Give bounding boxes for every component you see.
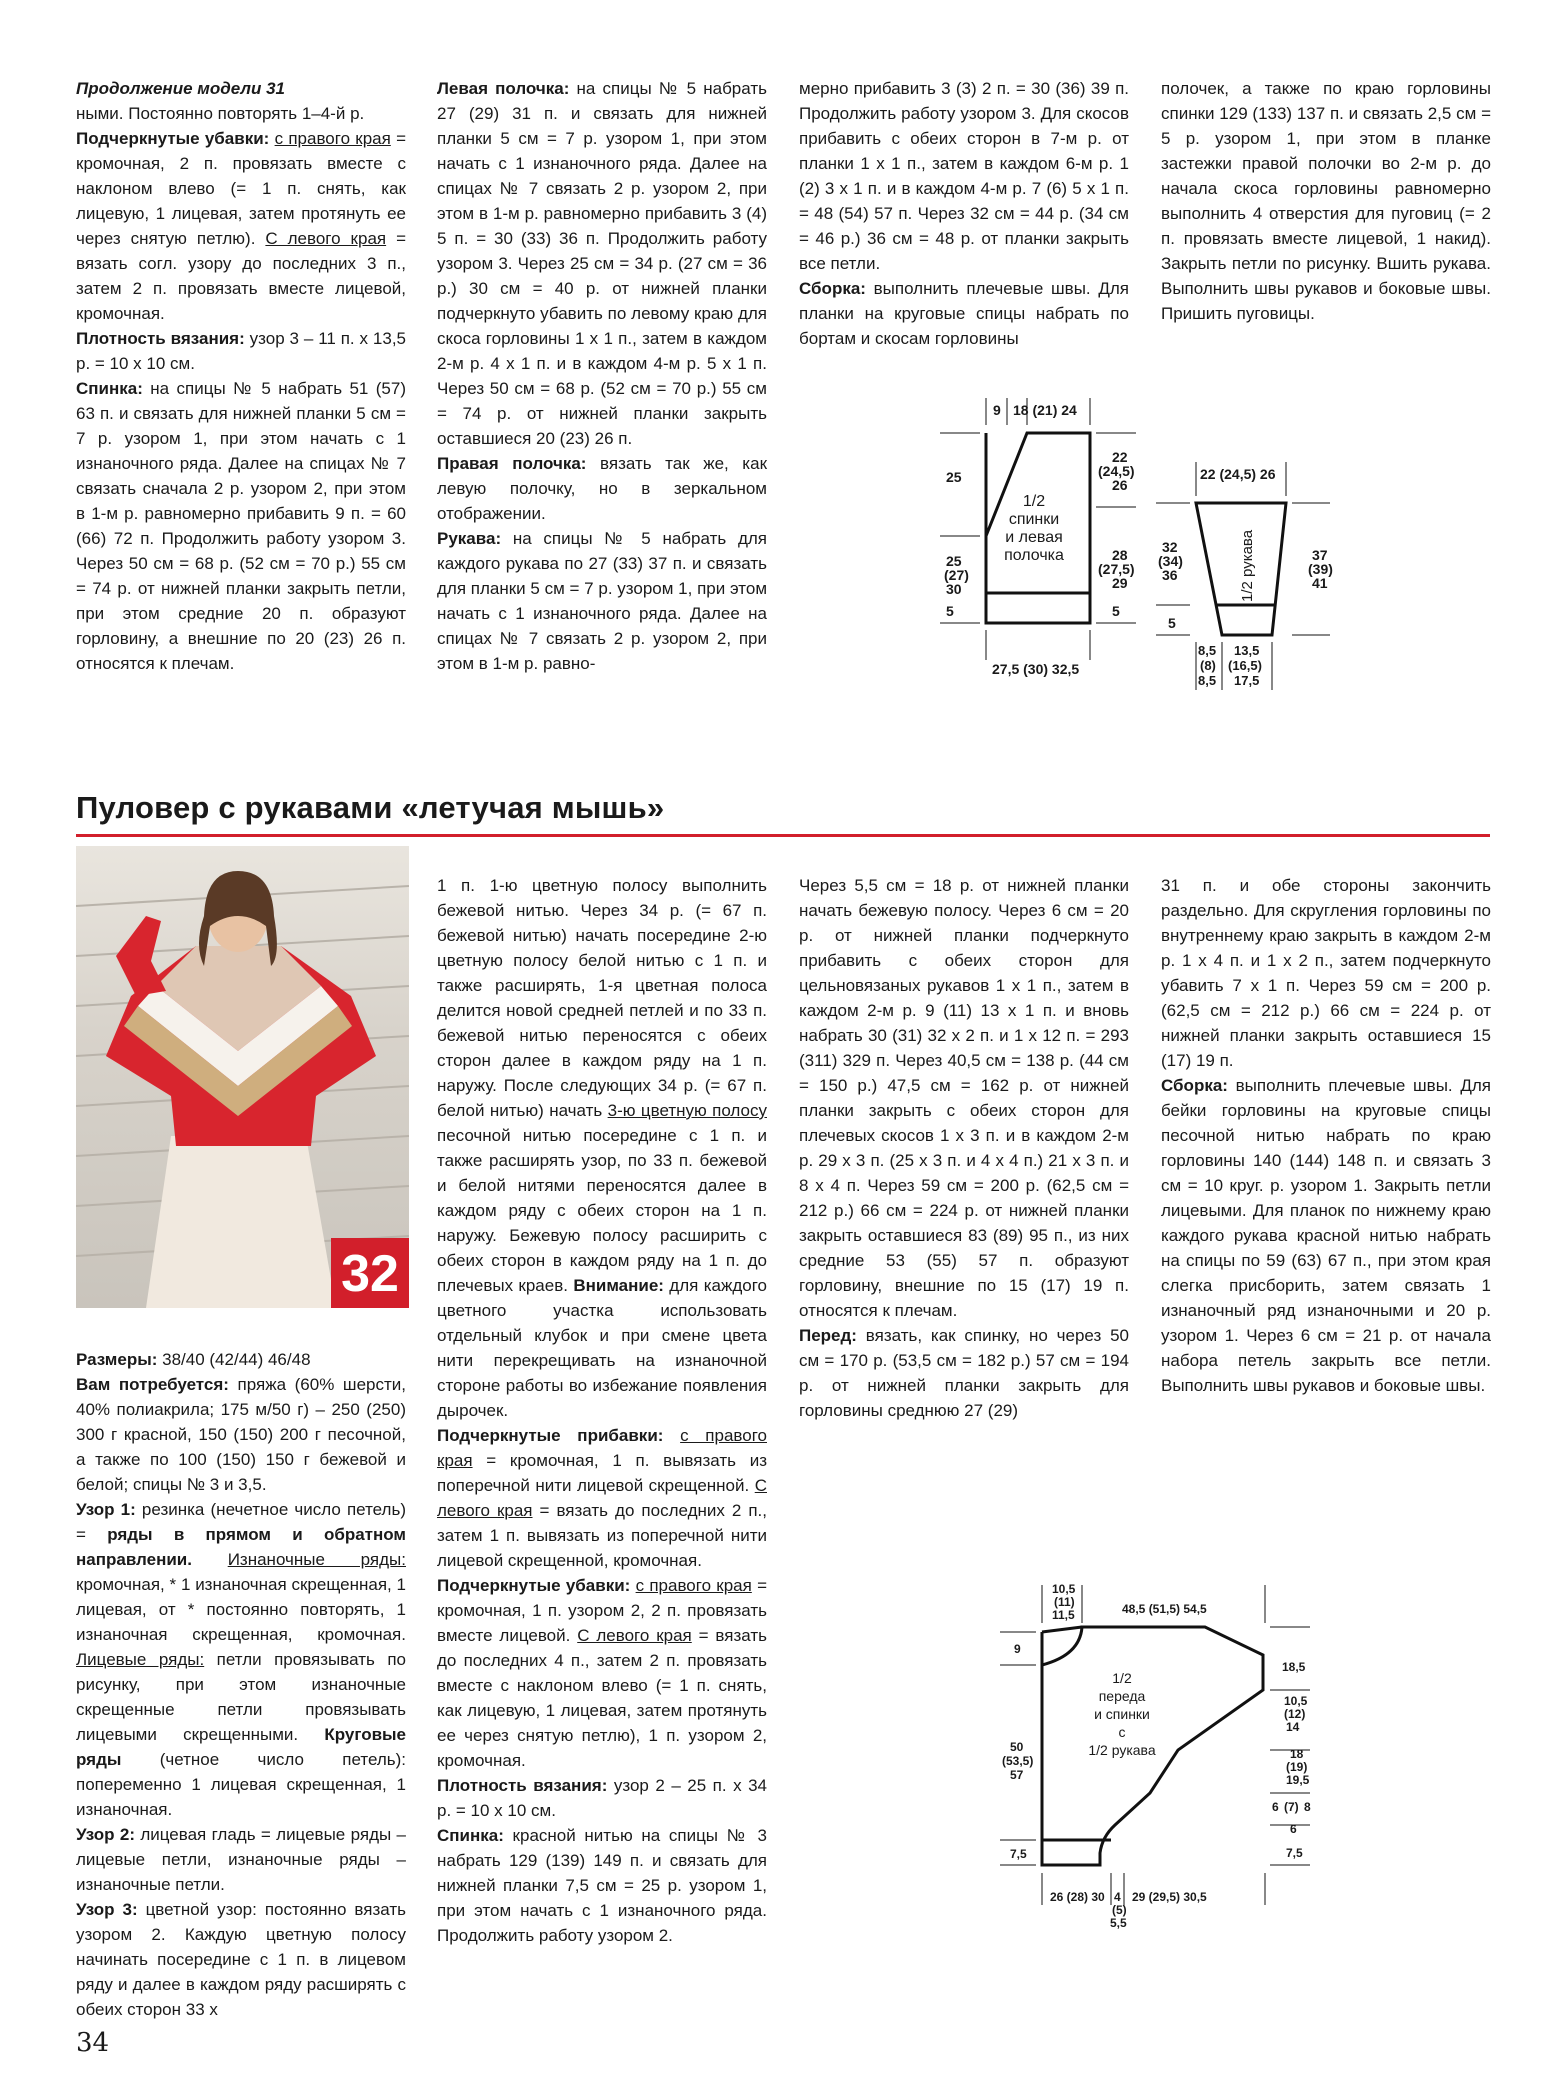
dim-label: (8) bbox=[1200, 658, 1216, 673]
schematic-diagram-pullover bbox=[1000, 1575, 1340, 1955]
dim-label: 9 bbox=[993, 402, 1001, 418]
paragraph: ными. Постоянно повторять 1–4-й р. bbox=[76, 104, 365, 123]
paragraph: Рукава: на спицы № 5 набрать для каждого рукава по 27 (33) 37 п. и связать для планки 5 см = 7 р. узором 1, при этом начать с 1 изнаночного ряда. Далее на спицах № 7 связать 2 р. узором 2, при этом в 1-м р. равно- bbox=[437, 529, 767, 673]
dim-label: 17,5 bbox=[1234, 673, 1260, 688]
dim-label: (5) bbox=[1112, 1903, 1127, 1917]
dim-label: 28 bbox=[1112, 547, 1128, 563]
dim-label: 5 bbox=[1112, 603, 1120, 619]
piece-label: и левая bbox=[1005, 529, 1063, 546]
dim-label: 32 bbox=[1162, 539, 1178, 555]
paragraph: Подчеркнутые прибавки: с правого края = кромочная, 1 п. вывязать из поперечной нити лицевой скрещенной. С левого края = вязать до последних 2 п., затем 1 п. вывязать из поперечной нити лицевой скрещенной, кромочная. bbox=[437, 1426, 767, 1570]
paragraph: Правая полочка: вязать так же, как левую полочку, но в зеркальном отображении. bbox=[437, 454, 768, 523]
dim-label: (11) bbox=[1054, 1595, 1075, 1609]
dim-label: 19,5 bbox=[1286, 1773, 1310, 1787]
paragraph: 31 п. и обе стороны закончить раздельно. Для скругления горловины по внутреннему краю закрыть в каждом 2-м р. 1 х 4 п. и 1 х 2 п., затем подчеркнуто убавить 7 х 1 п. Через 59 см = 200 р. (62,5 см = 212 р.) 66 см = 224 р. от нижней планки закрыть оставшиеся 15 (17) 19 п. bbox=[1161, 876, 1491, 1070]
dim-label: (34) bbox=[1158, 553, 1183, 569]
text-column-top-1 bbox=[76, 76, 406, 676]
dim-label: 9 bbox=[1014, 1642, 1021, 1656]
paragraph: Спинка: на спицы № 5 набрать 51 (57) 63 п. и связать для нижней планки 5 см = 7 р. узором 1, при этом начать с 1 изнаночного ряда. Далее на спицах № 7 связать сначала 2 р. узором 2, при этом в 1-м р. равномерно прибавить 9 п. = 60 (66) 72 п. Продолжить работу узором 3. Через 50 см = 68 р. (52 см = 70 р.) 55 см = 74 р. от нижней планки закрыть петли, при этом средние 20 п. образуют горловину, а внешние по 20 (23) 26 п. относятся к плечам. bbox=[76, 379, 406, 673]
dim-label: 18 bbox=[1290, 1747, 1304, 1761]
dim-label: 18 (21) 24 bbox=[1013, 402, 1077, 418]
paragraph: Через 5,5 см = 18 р. от нижней планки начать бежевую полосу. Через 6 см = 20 р. от нижней планки подчеркнуто прибавить с обеих сторон для цельновязаных рукавов 1 х 1 п., затем в каждом 2-м р. 9 (11) 13 х 1 п. и вновь набрать 30 (31) 32 х 2 п. и 1 х 12 п. = 293 (311) 329 п. Через 40,5 см = 138 р. (44 см = 150 р.) 47,5 см = 162 р. от нижней планки закрыть с обеих сторон для плечевых скосов 1 х 3 п. и в каждом 2-м р. 29 х 3 п. (25 х 3 п. и 4 х 4 п.) 21 х 3 п. и 8 х 4 п. Через 59 см = 200 р. (62,5 см = 212 р.) 66 см = 224 р. от нижней планки закрыть оставшиеся 83 (89) 95 п., из них средние 53 (55) 57 п. образуют горловину, внешние по 15 (17) 19 п. относятся к плечам. bbox=[799, 876, 1129, 1320]
dim-label: 7,5 bbox=[1010, 1847, 1027, 1861]
dim-label: (12) bbox=[1284, 1707, 1306, 1721]
paragraph: мерно прибавить 3 (3) 2 п. = 30 (36) 39 п. Продолжить работу узором 3. Для скосов прибавить с обеих сторон в 7-м р. от планки 1 х 1 п., затем в каждом 6-м р. 1 (2) 3 х 1 п. и в каждом 4-м р. 7 (6) 5 х 1 п. = 48 (54) 57 п. Через 32 см = 44 р. (34 см = 46 р.) 36 см = 48 р. от планки закрыть все петли. bbox=[799, 79, 1129, 273]
dim-label: 10,5 bbox=[1284, 1694, 1308, 1708]
piece-label: 1/2 bbox=[1022, 493, 1046, 510]
paragraph: полочек, а также по краю горловины спинки 129 (133) 137 п. и связать 2,5 см = 5 р. узором 1, при этом в планке застежки правой полочки во 2-м р. до начала скоса горловины равномерно выполнить 4 отверстия для пуговиц (= 2 п. провязать вместе лицевой, 1 накид). Закрыть петли по рисунку. Вшить рукава. Выполнить швы рукавов и боковые швы. Пришить пуговицы. bbox=[1161, 79, 1491, 323]
dim-label: (53,5) bbox=[1002, 1754, 1034, 1768]
dim-label: 36 bbox=[1162, 567, 1178, 583]
dim-label: 18,5 bbox=[1282, 1660, 1306, 1674]
model-number-badge: 32 bbox=[331, 1238, 409, 1308]
dim-label: 8,5 bbox=[1198, 673, 1217, 688]
dim-label: 25 bbox=[946, 553, 962, 569]
dim-label: 5,5 bbox=[1110, 1916, 1127, 1930]
paragraph: 1 п. 1-ю цветную полосу выполнить бежевой нитью. Через 34 р. (= 67 п. бежевой нитью) начать посередине 2-ю цветную полосу белой нитью с 1 п. и также расширять, 1-я цветная полоса делится новой средней петлей и по 33 п. бежевой нитью переносятся с обеих сторон далее в каждом ряду на 1 п. наружу. После следующих 34 р. (= 67 п. белой нитью) начать 3-ю цветную полосу песочной нитью посередине с 1 п. и также расширять узор, по 33 п. бежевой и белой нитями переносятся далее в каждом ряду с обеих сторон на 1 п. наружу. Бежевую полосу расширить с обеих сторон в каждом ряду на 1 п. до плечевых краев. Внимание: для каждого цветного участка использовать отдельный клубок и при смене цвета нити перекрещивать на изнаночной стороне работы во избежание появления дырочек. bbox=[437, 876, 767, 1420]
dim-label: (7) bbox=[1284, 1800, 1299, 1814]
paragraph: Левая полочка: на спицы № 5 набрать 27 (29) 31 п. и связать для нижней планки 5 см = 7 р. узором 1, при этом начать с 1 изнаночного ряда. Далее на спицах № 7 связать 2 р. узором 2, при этом в 1-м р. равномерно прибавить 3 (4) 5 п. = 30 (33) 36 п. Продолжить работу узором 3. Через 25 см = 34 р. (27 см = 36 р.) 30 см = 40 р. от нижней планки подчеркнуто убавить по левому краю для скоса горловины 1 х 1 п., затем в каждом 2-м р. 4 х 1 п. и в каждом 4-м р. 5 х 1 п. Через 50 см = 68 р. (52 см = 70 р.) 55 см = 74 р. от нижней планки закрыть оставшиеся 20 (23) 26 п. bbox=[437, 79, 767, 448]
text-column-bottom-4 bbox=[1161, 873, 1491, 1398]
dim-label: 8 bbox=[1304, 1800, 1311, 1814]
paragraph: Подчеркнутые убавки: с правого края = кромочная, 2 п. провязать вместе с наклоном влево (= 1 п. снять, как лицевую, 1 лицевая, затем протянуть ее через снятую петлю). С левого края = вязать согл. узору до последних 3 п., затем 2 п. провязать вместе лицевой, кромочная. bbox=[76, 129, 406, 323]
dim-label: 29 bbox=[1112, 575, 1128, 591]
dim-label: (16,5) bbox=[1228, 658, 1262, 673]
paragraph: Сборка: выполнить плечевые швы. Для планки на круговые спицы набрать по бортам и скосам горловины bbox=[799, 279, 1129, 348]
dim-label: 22 (24,5) 26 bbox=[1200, 466, 1276, 482]
text-column-bottom-3 bbox=[799, 873, 1129, 1423]
dim-label: 11,5 bbox=[1052, 1608, 1075, 1622]
text-column-bottom-1 bbox=[76, 1347, 406, 2022]
continuation-heading: Продолжение модели 31 bbox=[76, 79, 285, 98]
text-column-top-2 bbox=[437, 76, 767, 676]
dim-label: 27,5 (30) 32,5 bbox=[992, 661, 1080, 677]
piece-label: 1/2 рукава bbox=[1239, 529, 1256, 602]
piece-label: спинки bbox=[1008, 511, 1060, 528]
paragraph: Сборка: выполнить плечевые швы. Для бейки горловины на круговые спицы песочной нитью набрать по краю горловины 140 (144) 148 п. и связать 3 см = 10 круг. р. узором 1. Закрыть петли лицевыми. Для планок по нижнему краю каждого рукава красной нитью набрать на спицы по 59 (63) 67 п., при этом края слегка присборить, затем связать 1 изнаночный ряд изнаночными и 20 р. узором 1. Через 6 см = 21 р. от начала набора петель закрыть все петли. Выполнить швы рукавов и боковые швы. bbox=[1161, 1076, 1491, 1395]
paragraph: Узор 3: цветной узор: постоянно вязать узором 2. Каждую цветную полосу начинать посередине с 1 п. в лицевом ряду и далее в каждом ряду расширять с обеих сторон 33 х bbox=[76, 1900, 406, 2019]
title-divider bbox=[76, 834, 1490, 837]
dim-label: (27) bbox=[944, 567, 969, 583]
paragraph: Размеры: 38/40 (42/44) 46/48 bbox=[76, 1350, 311, 1369]
text-column-top-3 bbox=[799, 76, 1129, 351]
dim-label: 26 (28) 30 bbox=[1050, 1890, 1105, 1904]
piece-label: с bbox=[1118, 1724, 1126, 1740]
dim-label: 10,5 bbox=[1052, 1582, 1076, 1596]
dim-label: 50 bbox=[1010, 1740, 1024, 1754]
piece-label: 1/2 bbox=[1112, 1670, 1132, 1686]
schematic-diagram-cardigan bbox=[930, 390, 1350, 700]
dim-label: 14 bbox=[1286, 1720, 1300, 1734]
paragraph: Узор 2: лицевая гладь = лицевые ряды – лицевые петли, изнаночные ряды – изнаночные петли. bbox=[76, 1825, 406, 1894]
dim-label: 37 bbox=[1312, 547, 1328, 563]
dim-label: 48,5 (51,5) 54,5 bbox=[1122, 1602, 1207, 1616]
piece-label: полочка bbox=[1004, 547, 1064, 564]
dim-label: 26 bbox=[1112, 477, 1128, 493]
dim-label: 57 bbox=[1010, 1768, 1024, 1782]
dim-label: 6 bbox=[1272, 1800, 1279, 1814]
paragraph: Плотность вязания: узор 2 – 25 п. х 34 р. = 10 х 10 см. bbox=[437, 1776, 768, 1820]
dim-label: (27,5) bbox=[1098, 561, 1135, 577]
dim-label: 22 bbox=[1112, 449, 1128, 465]
paragraph: Узор 1: резинка (нечетное число петель) = ряды в прямом и обратном направлении. Изнаночные ряды: кромочная, * 1 изнаночная скрещенная, 1 лицевая, от * постоянно повторять, 1 изнаночная скрещенная, кромочная. Лицевые ряды: петли провязывать по рисунку, при этом изнаночные скрещенные петли провязывать лицевыми скрещенными. Круговые ряды (четное число петель): попеременно 1 лицевая скрещенная, 1 изнаночная. bbox=[76, 1500, 406, 1819]
dim-label: (39) bbox=[1308, 561, 1333, 577]
text-column-top-4 bbox=[1161, 76, 1491, 326]
dim-label: 13,5 bbox=[1234, 643, 1260, 658]
piece-label: переда bbox=[1098, 1688, 1146, 1704]
dim-label: 7,5 bbox=[1286, 1846, 1303, 1860]
dim-label: (19) bbox=[1286, 1760, 1308, 1774]
dim-label: 29 (29,5) 30,5 bbox=[1132, 1890, 1207, 1904]
dim-label: 4 bbox=[1114, 1890, 1121, 1904]
model-photo bbox=[76, 846, 409, 1308]
text-column-bottom-2 bbox=[437, 873, 767, 1948]
model-title: Пуловер с рукавами «летучая мышь» bbox=[76, 790, 665, 825]
paragraph: Подчеркнутые убавки: с правого края = кромочная, 1 п. узором 2, 2 п. провязать вместе лицевой. С левого края = вязать до последних 4 п., затем 2 п. провязать вместе с наклоном влево (= 1 п. снять, как лицевую, 1 лицевая, затем протянуть ее через снятую петлю), 1 п. узором 2, кромочная. bbox=[437, 1576, 767, 1770]
dim-label: (24,5) bbox=[1098, 463, 1135, 479]
dim-label: 6 bbox=[1290, 1822, 1297, 1836]
dim-label: 41 bbox=[1312, 575, 1328, 591]
dim-label: 8,5 bbox=[1198, 643, 1217, 658]
dim-label: 5 bbox=[946, 603, 954, 619]
dim-label: 25 bbox=[946, 469, 962, 485]
paragraph: Плотность вязания: узор 3 – 11 п. х 13,5 р. = 10 х 10 см. bbox=[76, 329, 406, 373]
paragraph: Перед: вязать, как спинку, но через 50 см = 170 р. (53,5 см = 182 р.) 57 см = 194 р. от нижней планки закрыть для горловины среднюю 27 (29) bbox=[799, 1326, 1129, 1420]
dim-label: 30 bbox=[946, 581, 962, 597]
paragraph: Спинка: красной нитью на спицы № 3 набрать 129 (139) 149 п. и связать для нижней планки 7,5 см = 25 р. узором 1, при этом начать с 1 изнаночного ряда. Продолжить работу узором 2. bbox=[437, 1826, 767, 1945]
piece-label: 1/2 рукава bbox=[1088, 1742, 1156, 1758]
paragraph: Вам потребуется: пряжа (60% шерсти, 40% полиакрила; 175 м/50 г) – 250 (250) 300 г красной, 150 (150) 200 г песочной, а также по 100 (150) 150 г бежевой и белой; спицы № 3 и 3,5. bbox=[76, 1375, 406, 1494]
page-number: 34 bbox=[76, 2028, 110, 2058]
dim-label: 5 bbox=[1168, 615, 1176, 631]
piece-label: и спинки bbox=[1094, 1706, 1150, 1722]
